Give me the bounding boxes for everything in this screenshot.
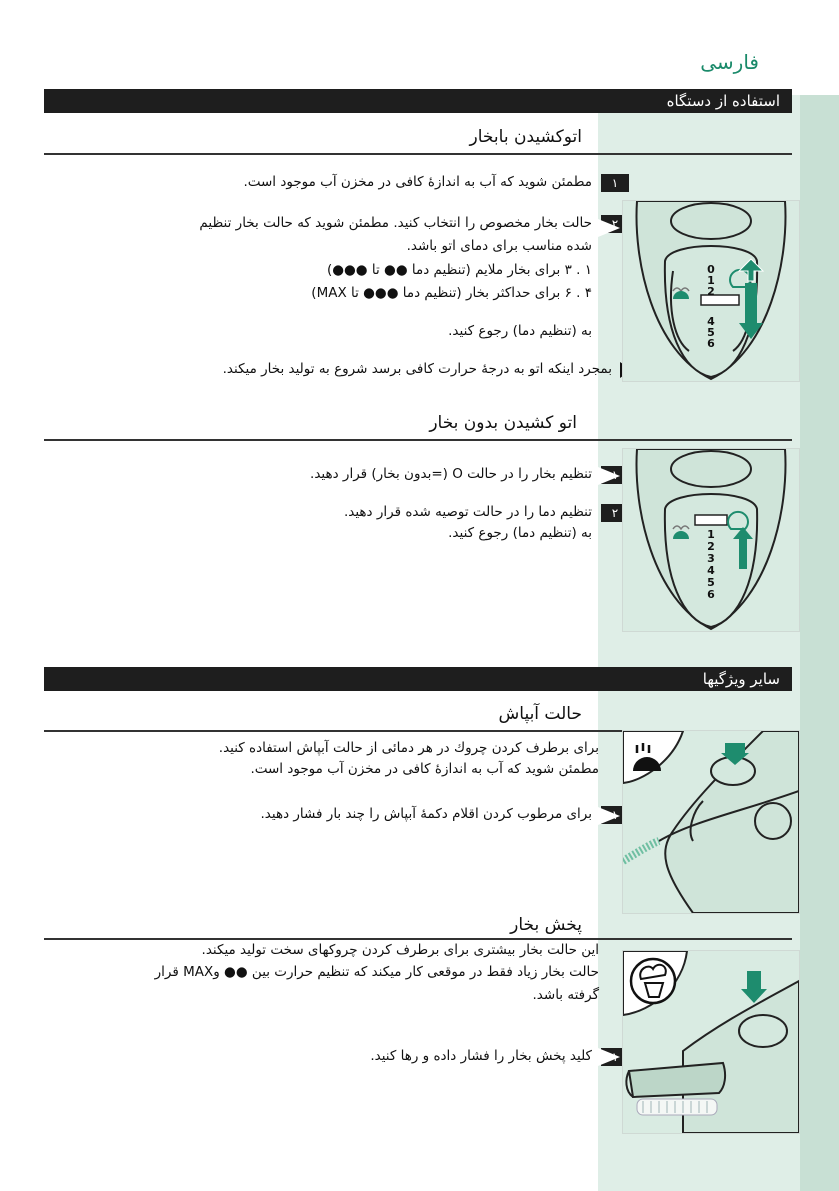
dial-number: 6 (707, 588, 715, 601)
dial-number: 4 (707, 315, 715, 328)
subsection-heading (44, 115, 792, 153)
dial-number: 2 (707, 540, 715, 553)
subsection-title: اتوکشیدن بابخار (469, 127, 582, 147)
subsection-title: حالت آبپاش (498, 704, 582, 724)
subsection-heading (44, 903, 792, 941)
subsection-heading (44, 692, 792, 730)
divider (44, 439, 792, 441)
dial-number: 5 (707, 576, 715, 589)
section-heading-features (44, 667, 792, 691)
dial-number: 1 (707, 528, 715, 541)
step-text: تنظیم دما را در حالت توصیه شده قرار دهید. (343, 504, 592, 520)
intro-text: برای برطرف کردن چروك در هر دمائی از حالت آبپاش استفاده کنید. (218, 740, 599, 756)
shot-of-steam-illustration (622, 950, 800, 1134)
steam-dial-illustration (622, 200, 800, 382)
dial-number: 1 (707, 274, 715, 287)
pointer-arrow-icon (598, 219, 620, 237)
subsection-heading (44, 401, 792, 439)
spray-illustration (622, 730, 800, 914)
divider (44, 938, 792, 940)
dial-number: 4 (707, 564, 715, 577)
step-text: مطمئن شوید که آب به اندازهٔ کافی در مخزن آب موجود است. (243, 174, 592, 190)
dial-number: 6 (707, 337, 715, 350)
divider (44, 153, 792, 155)
dial-number: 5 (707, 326, 715, 339)
section-heading-usage (44, 89, 792, 113)
step-number: ۱ (601, 1048, 629, 1066)
step-number: ۲ (601, 504, 629, 522)
pointer-arrow-icon (598, 467, 620, 485)
subsection-title: پخش بخار (510, 915, 582, 935)
step-number: ۱ (601, 806, 629, 824)
section-title: سایر ویژگیها (702, 670, 780, 688)
dial-number: 2 (707, 285, 715, 298)
intro-text: مطمئن شوید که آب به اندازهٔ کافی در مخزن آب موجود است. (250, 761, 599, 777)
nosteam-dial-illustration (622, 448, 800, 632)
side-tab (800, 95, 839, 1191)
dial-number: 3 (707, 552, 715, 565)
intro-text: گرفته باشد. (532, 987, 599, 1003)
language-label: فارسی (700, 50, 759, 74)
step-text: برای مرطوب کردن اقلام دکمهٔ آبپاش را چند بار فشار دهید. (260, 806, 592, 822)
intro-text: این حالت بخار بیشتری برای برطرف کردن چروکهای سخت تولید میکند. (201, 942, 599, 958)
step-number: ۲ (601, 215, 629, 233)
spray-iron-icon (623, 731, 799, 913)
section-title: استفاده از دستگاه (666, 92, 780, 110)
steam-shot-iron-icon (623, 951, 799, 1133)
step-text: کلید پخش بخار را فشار داده و رها کنید. (370, 1048, 592, 1064)
step-text: شده مناسب برای دمای اتو باشد. (406, 238, 592, 254)
step-text: تنظیم بخار را در حالت O (=بدون بخار) قرار دهید. (310, 466, 592, 482)
step-text: به (تنظیم دما) رجوع کنید. (448, 525, 592, 541)
option-text: ۴ . ۶ برای حداکثر بخار (تنظیم دما ●●● تا MAX) (311, 285, 592, 301)
subsection-title: اتو کشیدن بدون بخار (429, 413, 577, 433)
reference-text: به (تنظیم دما) رجوع کنید. (448, 323, 592, 339)
result-text: بمجرد اینکه اتو به درجهٔ حرارت کافی برسد شروع به تولید بخار میکند. (222, 361, 612, 377)
dial-icon (623, 449, 799, 631)
step-number: ۱ (601, 174, 629, 192)
dial-number: 0 (707, 263, 715, 276)
step-number: ۱ (601, 466, 629, 484)
option-text: ۱ . ۳ برای بخار ملایم (تنظیم دما ●● تا ●●●) (326, 262, 592, 278)
intro-text: حالت بخار زیاد فقط در موقعی کار میکند که تنظیم حرارت بین ●● وMAX قرار (154, 964, 599, 980)
step-text: حالت بخار مخصوص را انتخاب کنید. مطمئن شوید که حالت بخار تنظیم (199, 215, 592, 231)
steam-dial-icon (623, 201, 799, 381)
pointer-arrow-icon (598, 807, 620, 825)
pointer-arrow-icon (598, 1048, 620, 1066)
